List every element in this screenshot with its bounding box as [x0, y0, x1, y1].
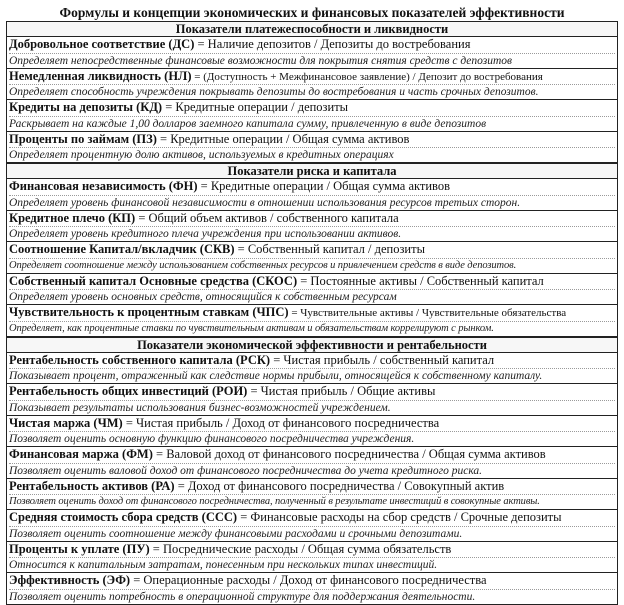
indicator-name: Чистая маржа (ЧМ): [9, 415, 123, 430]
indicator-name: Рентабельность собственного капитала (РСК): [9, 352, 271, 367]
indicator-name: Рентабельность общих инвестиций (РОИ): [9, 384, 248, 398]
indicator-formula: = Кредитные операции / Общая сумма активов: [156, 131, 410, 146]
indicator-row: [7, 37, 617, 69]
indicator-row: [7, 211, 617, 243]
indicator-formula: = Доход от финансового посредничества / Совокупный актив: [174, 478, 505, 493]
indicator-description: Показывает результаты использования бизнес-возможностей учреждением.: [9, 400, 615, 415]
indicator-formula-line: [9, 353, 615, 369]
indicator-formula: = Общий объем активов / собственного капитала: [135, 210, 399, 225]
indicator-row: [7, 479, 617, 511]
indicator-formula-line: [9, 242, 615, 258]
indicator-formula-line: [9, 132, 615, 148]
indicator-name: Кредиты на депозиты (КД): [9, 100, 163, 114]
indicator-description: Позволяет оценить потребность в операционной структуре для поддержания деятельности.: [9, 589, 615, 604]
indicator-row: [7, 69, 617, 101]
indicator-formula: = Операционные расходы / Доход от финансового посредничества: [130, 573, 487, 587]
indicator-description: Показывает процент, отраженный как следствие нормы прибыли, относящейся к собственному капиталу.: [9, 368, 615, 383]
indicator-row: [7, 510, 617, 542]
indicator-formula-line: [9, 100, 615, 116]
indicator-formula: = Валовой доход от финансового посредничества / Общая сумма активов: [152, 447, 546, 461]
indicator-row: [7, 416, 617, 448]
indicator-description: Позволяет оценить основную функцию финансового посредничества учреждения.: [9, 431, 615, 446]
indicator-formula: = (Доступность + Межфинансовое заявление) / Депозит до востребования: [191, 70, 543, 83]
indicator-formula: = Наличие депозитов / Депозиты до востребования: [194, 37, 471, 51]
indicator-row: [7, 305, 617, 337]
indicator-name: Финансовая независимость (ФН): [9, 179, 198, 193]
indicator-formula-line: [9, 69, 615, 85]
indicator-description: Определяет, как процентные ставки по чувствительным активам и обязательствам коррелируют с рынком.: [9, 321, 615, 336]
indicator-formula-line: [9, 274, 615, 290]
indicator-formula-line: [9, 447, 615, 463]
indicator-description: Определяет непосредственные финансовые возможности для покрытия снятия средств с депозитов: [9, 53, 615, 68]
indicator-row: [7, 242, 617, 274]
section-heading-efficiency: Показатели экономической эффективности и рентабельности: [7, 337, 617, 353]
indicator-name: Собственный капитал Основные средства (СКОС): [9, 273, 298, 288]
indicator-formula-line: [9, 510, 615, 526]
section-heading-risk-capital: Показатели риска и капитала: [7, 163, 617, 179]
indicator-row: [7, 353, 617, 385]
indicator-name: Проценты по займам (ПЗ): [9, 131, 157, 146]
indicator-row: [7, 179, 617, 211]
indicator-formula-line: [9, 542, 615, 558]
indicator-formula: = Постоянные активы / Собственный капитал: [297, 273, 544, 288]
indicator-description: Позволяет оценить доход от финансового посредничества, полученный в результате инвестиций в совокупные активы.: [9, 494, 615, 509]
indicator-description: Позволяет оценить валовой доход от финансового посредничества до учета кредитного риска.: [9, 463, 615, 478]
indicators-table: [6, 21, 618, 605]
indicator-name: Чувствительность к процентным ставкам (ЧПС): [9, 305, 289, 319]
indicator-name: Соотношение Капитал/вкладчик (СКВ): [9, 242, 235, 256]
indicator-description: Определяет уровень кредитного плеча учреждения при использовании активов.: [9, 226, 615, 241]
indicator-row: [7, 100, 617, 132]
indicator-formula: = Финансовые расходы на сбор средств / Срочные депозиты: [237, 510, 562, 524]
indicator-formula: = Собственный капитал / депозиты: [234, 242, 425, 256]
indicator-formula-line: [9, 479, 615, 495]
indicator-description: Определяет уровень финансовой независимости в отношении использования ресурсов третьих сторон.: [9, 195, 615, 210]
indicator-description: Определяет соотношение между использованием собственных ресурсов и привлечением средств в виде депозитов.: [9, 258, 615, 273]
document-title: Формулы и концепции экономических и финансовых показателей эффективности: [59, 5, 565, 20]
indicator-name: Проценты к уплате (ПУ): [9, 541, 150, 556]
indicator-name: Рентабельность активов (РА): [9, 478, 175, 493]
indicator-row: [7, 384, 617, 416]
indicator-description: Определяет процентную долю активов, используемых в кредитных операциях: [9, 147, 615, 162]
indicator-description: Определяет способность учреждения покрывать депозиты до востребования и часть срочных депозитов.: [9, 84, 615, 99]
indicator-description: Определяет уровень основных средств, относящийся к собственным ресурсам: [9, 289, 615, 304]
indicator-formula-line: [9, 384, 615, 400]
indicator-name: Немедленная ликвидность (НЛ): [9, 68, 192, 83]
indicator-row: [7, 274, 617, 306]
indicator-formula: = Посреднические расходы / Общая сумма обязательств: [149, 541, 452, 556]
indicator-formula-line: [9, 37, 615, 53]
indicator-name: Добровольное соответствие (ДС): [9, 37, 195, 51]
indicator-description: Позволяет оценить соотношение между финансовыми расходами и срочными депозитами.: [9, 526, 615, 541]
indicator-row: [7, 573, 617, 604]
indicator-formula-line: [9, 179, 615, 195]
indicator-formula-line: [9, 416, 615, 432]
indicator-name: Финансовая маржа (ФМ): [9, 447, 153, 461]
indicator-formula-line: [9, 573, 615, 589]
document: [6, 4, 618, 605]
indicator-formula-line: [9, 211, 615, 227]
indicator-formula: = Кредитные операции / Общая сумма активов: [197, 179, 451, 193]
indicator-name: Эффективность (ЭФ): [9, 573, 131, 587]
indicator-formula: = Чувствительные активы / Чувствительные обязательства: [288, 307, 567, 319]
indicator-row: [7, 542, 617, 574]
section-heading-liquidity: Показатели платежеспособности и ликвидности: [7, 22, 617, 37]
indicator-name: Средняя стоимость сбора средств (ССС): [9, 510, 238, 524]
indicator-row: [7, 447, 617, 479]
indicator-formula-line: [9, 305, 615, 321]
indicator-description: Относится к капитальным затратам, понесенным при нескольких типах инвестиций.: [9, 557, 615, 572]
indicator-name: Кредитное плечо (КП): [9, 210, 136, 225]
indicator-row: [7, 132, 617, 164]
indicator-formula: = Чистая прибыль / собственный капитал: [270, 352, 495, 367]
indicator-formula: = Кредитные операции / депозиты: [162, 100, 349, 114]
indicator-formula: = Чистая прибыль / Общие активы: [247, 384, 436, 398]
indicator-formula: = Чистая прибыль / Доход от финансового посредничества: [122, 415, 440, 430]
indicator-description: Раскрывает на каждые 1,00 долларов заемного капитала сумму, привлеченную в виде депозитов: [9, 116, 615, 131]
